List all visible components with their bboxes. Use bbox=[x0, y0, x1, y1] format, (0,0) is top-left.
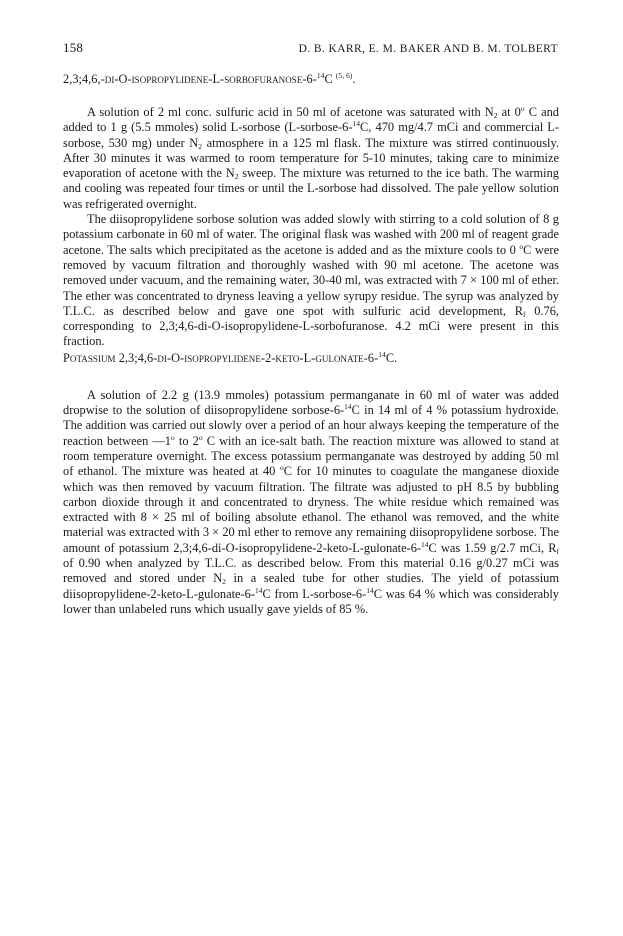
isotope-superscript: 14 bbox=[378, 349, 386, 359]
heading-text: -6- bbox=[363, 350, 379, 365]
text-run: at 0 bbox=[497, 105, 521, 119]
heading-text: . bbox=[394, 350, 398, 365]
paragraph-permanganate-oxidation bbox=[63, 388, 559, 617]
reference-superscript: (5, 6) bbox=[335, 71, 353, 80]
text-run: C were removed by vacuum filtration and thoroughly washed with 90 ml acetone. The acetone was removed under vacuum, and the remaining water, 30-40 ml, was extracted with 7 × 100 ml of ether. The ether was concentrated to dryness leaving a yellow syrupy residue. The syrup was analyzed by T.L.C. as described below and gave one spot with sulfuric acid development, R bbox=[63, 242, 560, 318]
text-run: C in 14 ml of 4 % potassium hydroxide. The addition was carried out slowly over a period of an hour always keeping the temperature of the reaction between —1 bbox=[63, 403, 559, 448]
text-run: of 0.90 when analyzed by T.L.C. as described below. From this material 0.16 g/0.27 mCi was removed and stored under N bbox=[63, 556, 559, 586]
isotope-superscript: 14 bbox=[366, 585, 374, 595]
heading-text: 2,3;4,6- bbox=[115, 350, 158, 365]
text-run: C from L-sorbose-6- bbox=[262, 586, 367, 601]
heading-text: -O- bbox=[114, 72, 132, 86]
text-run: A solution of 2 ml conc. sulfuric acid in 50 ml of acetone was saturated with N bbox=[87, 105, 494, 119]
subscript: 2 bbox=[493, 111, 498, 120]
degree-superscript: o bbox=[520, 104, 525, 113]
heading-text: Potassium bbox=[63, 350, 116, 365]
heading-text: C bbox=[385, 350, 395, 365]
text-run: in a sealed tube for other studies. The yield of potassium diisopropylidene-2-keto-L-gulonate-6- bbox=[63, 571, 559, 601]
heading-text: -L- bbox=[299, 350, 316, 365]
subscript: 2 bbox=[234, 172, 239, 182]
heading-text: -L- bbox=[208, 72, 225, 86]
text-run: C for 10 minutes to coagulate the manganese dioxide which was then removed by vacuum filtration. The filtrate was adjusted to pH 8.5 by bubbling carbon dioxide through it and concentrated to dryness. The white residue which remained was extracted with 8 × 25 ml of boiling absolute ethanol. The ethanol was removed, and the white material was extracted with 3 × 20 ml ether to remove any remaining diisopropylidene sorbose. The amount of potassium 2,3;4,6-di-O-isopropylidene-2-keto-L-gulonate-6- bbox=[63, 464, 560, 555]
text-run: The diisopropylidene sorbose solution was added slowly with stirring to a cold solution of 8 g potassium carbonate in 60 ml of water. The original flask was washed with 200 ml of reagent grade acetone. The salts which precipitated as the acetone is added and as the mixture cools to 0 bbox=[63, 212, 559, 257]
page-number: 158 bbox=[63, 40, 84, 55]
text-run: atmosphere in a 125 ml flask. The mixture was stirred continuously. After 30 minutes it was warmed to room temperature for 5-10 minutes, taking care to minimize evaporation of acetone with the N bbox=[63, 135, 559, 181]
text-run: C, 470 mg/4.7 mCi and commercial L-sorbose, 530 mg) under N bbox=[63, 120, 559, 150]
heading-text: C bbox=[324, 72, 333, 86]
isotope-superscript: 14 bbox=[421, 539, 429, 549]
heading-text: isopropylidene bbox=[184, 350, 261, 365]
section-heading-sorbofuranose bbox=[63, 71, 559, 87]
heading-text: -6- bbox=[302, 72, 317, 86]
section-heading-potassium-gulonate bbox=[63, 350, 559, 366]
heading-text: di bbox=[157, 350, 167, 365]
subscript: 2 bbox=[222, 577, 226, 587]
degree-superscript: o bbox=[279, 463, 284, 473]
isotope-superscript: 14 bbox=[352, 119, 360, 129]
isotope-superscript: 14 bbox=[344, 402, 352, 412]
text-run: C was 64 % which was considerably lower than unlabeled runs which usually gave yields of 85 %. bbox=[63, 586, 559, 616]
heading-text: gulonate bbox=[315, 350, 364, 365]
running-head-authors: D. B. KARR, E. M. BAKER AND B. M. TOLBERT bbox=[298, 43, 558, 55]
heading-text: -O- bbox=[166, 350, 185, 365]
subscript: f bbox=[556, 546, 559, 556]
paragraph-sulfuric-acid-solution bbox=[63, 105, 559, 212]
subscript: 2 bbox=[198, 141, 202, 151]
text-run: C was 1.59 g/2.7 mCi, R bbox=[428, 540, 557, 555]
heading-text: . bbox=[352, 72, 356, 86]
heading-text: sorbofuranose bbox=[224, 72, 303, 86]
subscript: f bbox=[523, 309, 526, 319]
paragraph-diisopropylidene-solution bbox=[63, 212, 559, 350]
degree-superscript: o bbox=[171, 432, 175, 442]
degree-superscript: o bbox=[198, 432, 203, 442]
heading-text: keto bbox=[275, 350, 300, 365]
heading-text: -2- bbox=[260, 350, 276, 365]
text-run: to 2 bbox=[174, 433, 199, 448]
running-head bbox=[63, 40, 559, 56]
heading-text: di bbox=[104, 72, 115, 86]
heading-text: isopropylidene bbox=[131, 72, 209, 86]
text-run: C and added to 1 g (5.5 mmoles) solid L-sorbose (L-sorbose-6- bbox=[63, 105, 559, 135]
isotope-superscript: 14 bbox=[255, 585, 263, 595]
text-run: A solution of 2.2 g (13.9 mmoles) potassium permanganate in 60 ml of water was added dropwise to the solution of diisopropylidene sorbose-6- bbox=[63, 387, 559, 418]
page bbox=[63, 40, 559, 617]
text-run: C with an ice-salt bath. The reaction mixture was allowed to stand at room temperature overnight. The excess potassium permanganate was destroyed by adding 50 ml of ethanol. The mixture was heated at 40 bbox=[63, 433, 560, 479]
degree-superscript: o bbox=[519, 241, 524, 251]
heading-text: 2,3;4,6,- bbox=[63, 72, 105, 86]
isotope-superscript: 14 bbox=[316, 71, 325, 80]
text-run: 0.76, corresponding to 2,3;4,6-di-O-isopropylidene-L-sorbofuranose. 4.2 mCi were present in this fraction. bbox=[63, 303, 559, 349]
text-run: sweep. The mixture was returned to the ice bath. The warming and cooling was repeated four times or until the L-sorbose had dissolved. The pale yellow solution was refrigerated overnight. bbox=[63, 166, 559, 211]
